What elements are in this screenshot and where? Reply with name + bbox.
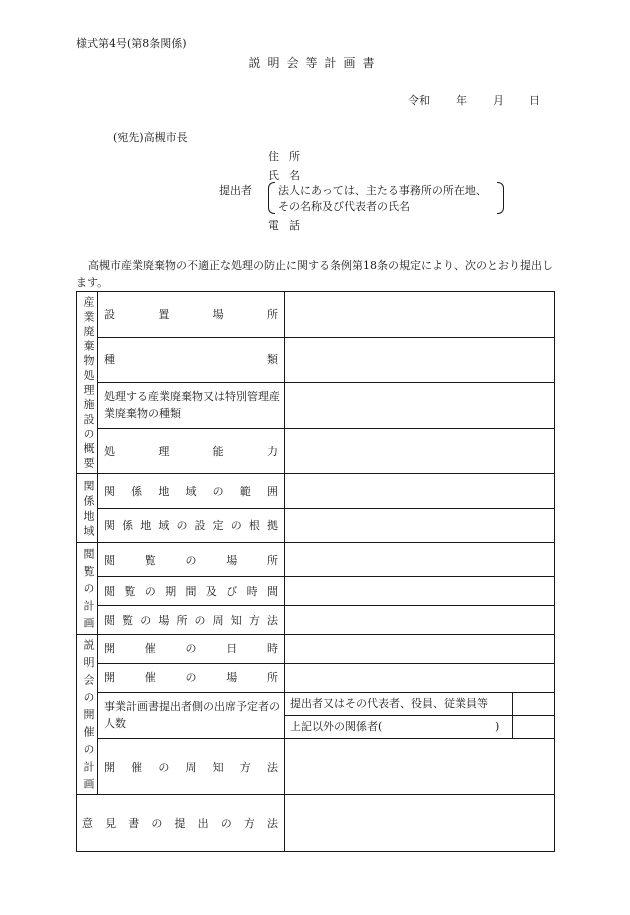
label-char: 設	[104, 308, 115, 321]
label-char: 法	[266, 614, 278, 627]
label-char: 種	[104, 353, 115, 366]
bracket-left	[268, 182, 275, 214]
label-char: の	[151, 817, 163, 830]
label-char: 催	[144, 671, 156, 684]
label-char: 間	[267, 585, 278, 598]
label-char: 方	[243, 817, 255, 830]
row-meet-notice	[104, 762, 278, 773]
row-meet-place	[104, 672, 278, 683]
section-viewing-plan: 閲覧の計画	[82, 548, 95, 628]
label-char: 設	[194, 519, 206, 532]
label-char: の	[185, 671, 197, 684]
label-char: の	[185, 554, 197, 567]
date-month-label: 月	[493, 94, 504, 107]
label-char: 法	[266, 761, 278, 774]
label-char: 係	[131, 485, 143, 498]
label-char: 周	[212, 614, 224, 627]
bracket-right	[497, 182, 504, 214]
label-char: 覧	[144, 554, 156, 567]
label-char: の	[220, 817, 232, 830]
document-title: 説明会等計画書	[248, 56, 382, 70]
label-char: 方	[248, 614, 260, 627]
label-char: 催	[144, 642, 156, 655]
section-meeting-plan: 説明会の開催の計画	[82, 639, 95, 789]
label-char: 場	[158, 614, 170, 627]
label-char: び	[226, 585, 238, 598]
form-number: 様式第4号(第8条関係)	[76, 37, 187, 50]
label-char: 方	[239, 761, 251, 774]
label-char: 知	[212, 761, 224, 774]
row-view-notice	[104, 615, 278, 626]
label-char: の	[144, 585, 156, 598]
label-char: 所	[267, 671, 278, 684]
label-char: 意	[82, 817, 93, 830]
row-area-range	[104, 486, 278, 497]
label-char: 場	[226, 554, 238, 567]
date-day-label: 日	[529, 94, 540, 107]
label-char: の	[194, 614, 206, 627]
label-char: 時	[246, 585, 258, 598]
label-char: 見	[105, 817, 117, 830]
intro-text: 高槻市産業廃棄物の不適正な処理の防止に関する条例第18条の規定により、次のとおり提出します。	[76, 259, 553, 289]
label-char: の	[230, 519, 242, 532]
label-char: 開	[104, 671, 115, 684]
label-char: の	[185, 642, 197, 655]
label-char: 理	[158, 445, 170, 458]
row-view-period	[104, 586, 278, 597]
label-char: 処	[104, 445, 115, 458]
row-opinion-method	[82, 818, 278, 829]
label-char: 地	[140, 519, 152, 532]
label-char: 及	[205, 585, 217, 598]
label-char: 覧	[124, 585, 136, 598]
label-char: 置	[158, 308, 170, 321]
attendee-others: 上記以外の関係者(	[290, 720, 383, 733]
row-meet-datetime	[104, 643, 278, 654]
addressee: (宛先)高槻市長	[113, 131, 188, 144]
label-char: 地	[158, 485, 170, 498]
attendee-others-close: )	[495, 720, 500, 733]
row-meet-attendees: 事業計画書提出者側の出席予定者の人数	[104, 700, 280, 730]
label-char: 所	[267, 554, 278, 567]
row-area-basis	[104, 520, 278, 531]
label-char: 場	[212, 308, 224, 321]
label-char: 能	[212, 445, 224, 458]
label-char: 覧	[122, 614, 134, 627]
phone-label: 電話	[268, 219, 310, 232]
label-char: 周	[185, 761, 197, 774]
section-facility-overview: 産業廃棄物処理施設の概要	[82, 296, 95, 468]
label-char: 類	[267, 353, 278, 366]
label-char: 所	[266, 308, 278, 321]
label-char: 関	[104, 519, 115, 532]
label-char: 定	[212, 519, 224, 532]
label-char: 開	[104, 761, 115, 774]
label-char: 開	[104, 642, 115, 655]
section-related-area: 関係地域	[82, 480, 95, 536]
date-era: 令和	[408, 94, 430, 107]
label-char: の	[140, 614, 152, 627]
corp-note-line1: 法人にあっては、主たる事務所の所在地、	[278, 184, 487, 197]
label-char: 時	[267, 642, 278, 655]
submitter-label: 提出者	[219, 184, 252, 197]
row-type	[104, 354, 278, 365]
label-char: 根	[248, 519, 260, 532]
row-waste-type: 処理する産業廃棄物又は特別管理産業廃棄物の種類	[104, 390, 280, 420]
row-view-place	[104, 555, 278, 566]
label-char: 関	[104, 485, 115, 498]
label-char: 力	[266, 445, 278, 458]
label-char: 書	[128, 817, 140, 830]
label-char: 催	[131, 761, 143, 774]
corp-note-line2: その名称及び代表者の氏名	[278, 200, 410, 213]
label-char: 閲	[104, 614, 115, 627]
label-char: 範	[239, 485, 251, 498]
name-label: 氏名	[268, 169, 310, 182]
date-year-label: 年	[456, 94, 467, 107]
label-char: 所	[176, 614, 188, 627]
label-char: 拠	[266, 519, 278, 532]
attendee-representatives: 提出者又はその代表者、役員、従業員等	[290, 697, 488, 710]
row-capacity	[104, 446, 278, 457]
label-char: の	[158, 761, 170, 774]
label-char: の	[176, 519, 188, 532]
label-char: 法	[267, 817, 278, 830]
label-char: 囲	[266, 485, 278, 498]
label-char: 域	[158, 519, 170, 532]
address-label: 住所	[268, 150, 310, 163]
label-char: 閲	[104, 554, 115, 567]
label-char: の	[212, 485, 224, 498]
label-char: 出	[197, 817, 209, 830]
label-char: 閲	[104, 585, 115, 598]
label-char: 期	[165, 585, 177, 598]
label-char: 知	[230, 614, 242, 627]
label-char: 間	[185, 585, 197, 598]
row-location	[104, 309, 278, 320]
label-char: 提	[174, 817, 186, 830]
label-char: 日	[226, 642, 238, 655]
label-char: 域	[185, 485, 197, 498]
label-char: 係	[122, 519, 134, 532]
label-char: 場	[226, 671, 238, 684]
